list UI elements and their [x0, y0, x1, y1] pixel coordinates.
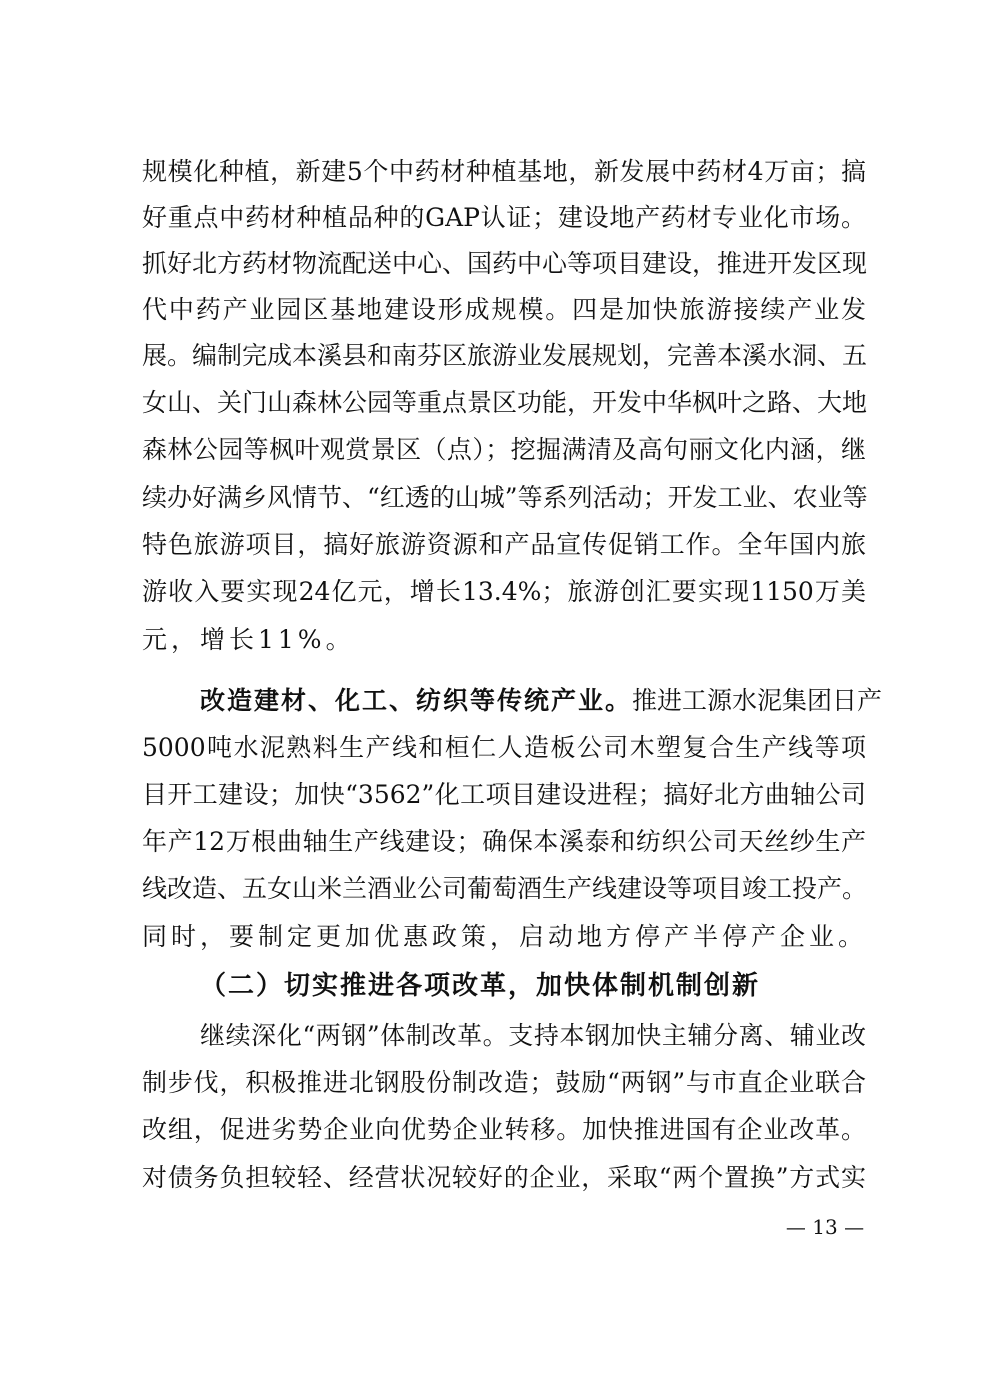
page-number: — 13 — — [785, 1215, 865, 1239]
text-line: 女山、关门山森林公园等重点景区功能，开发中华枫叶之路、大地 — [142, 388, 868, 417]
text-line: 规模化种植，新建5个中药材种植基地，新发展中药材4万亩；搞 — [142, 157, 866, 186]
text-line: 游收入要实现24亿元，增长13.4%；旅游创汇要实现1150万美 — [142, 577, 866, 606]
text-line: 年产12万根曲轴生产线建设；确保本溪泰和纺织公司天丝纱生产 — [142, 827, 866, 856]
paragraph-text: 推进工源水泥集团日产 — [632, 686, 883, 715]
text-line: 目开工建设；加快“3562”化工项目建设进程；搞好北方曲轴公司 — [142, 780, 866, 809]
text-line: 好重点中药材种植品种的GAP认证；建设地产药材专业化市场。 — [142, 203, 866, 232]
text-line: 特色旅游项目，搞好旅游资源和产品宣传促销工作。全年国内旅 — [142, 530, 866, 559]
section-heading: （二）切实推进各项改革，加快体制机制创新 — [200, 971, 761, 1001]
text-line: 同时，要制定更加优惠政策，启动地方停产半停产企业。 — [142, 922, 868, 951]
text-line: 代中药产业园区基地建设形成规模。四是加快旅游接续产业发 — [142, 295, 866, 324]
text-line: 抓好北方药材物流配送中心、国药中心等项目建设，推进开发区现 — [142, 249, 868, 278]
text-line: 对债务负担较轻、经营状况较好的企业，采取“两个置换”方式实 — [142, 1163, 866, 1192]
text-line: 元，增长11%。 — [142, 625, 355, 654]
text-line: 改组，促进劣势企业向优势企业转移。加快推进国有企业改革。 — [142, 1115, 866, 1144]
paragraph-first-line — [200, 681, 883, 721]
paragraph-lead: 改造建材、化工、纺织等传统产业。 — [200, 686, 633, 715]
text-line: 线改造、五女山米兰酒业公司葡萄酒生产线建设等项目竣工投产。 — [142, 874, 868, 903]
text-line: 展。编制完成本溪县和南芬区旅游业发展规划，完善本溪水洞、五 — [142, 341, 868, 370]
text-line: 续办好满乡风情节、“红透的山城”等系列活动；开发工业、农业等 — [142, 483, 868, 512]
text-line: 继续深化“两钢”体制改革。支持本钢加快主辅分离、辅业改 — [200, 1021, 866, 1050]
text-line: 5000吨水泥熟料生产线和桓仁人造板公司木塑复合生产线等项 — [142, 733, 866, 762]
text-line: 森林公园等枫叶观赏景区（点）；挖掘满清及高句丽文化内涵，继 — [142, 435, 866, 464]
text-line: 制步伐，积极推进北钢股份制改造；鼓励“两钢”与市直企业联合 — [142, 1068, 866, 1097]
